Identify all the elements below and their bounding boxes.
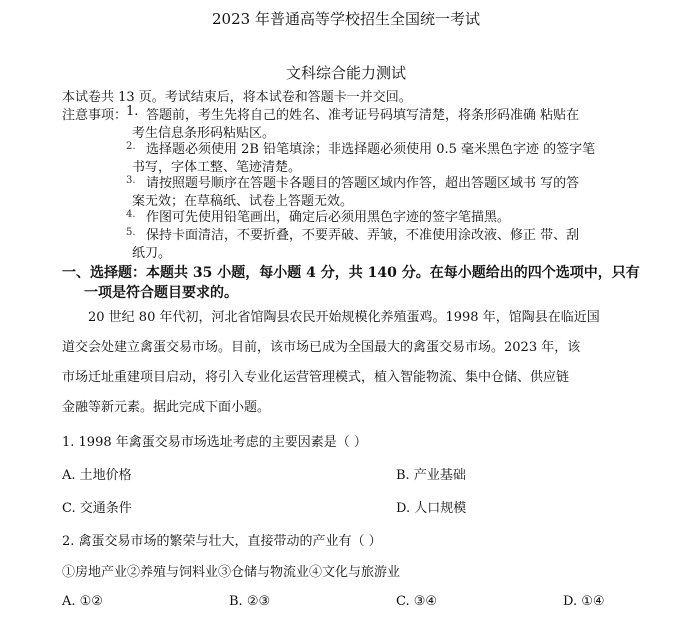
question-2-option-a: A. ①② [62, 594, 103, 609]
note-2-line2: 书写，字体工整、笔迹清楚。 [132, 160, 302, 175]
note-3-number: 3. [126, 175, 136, 186]
question-1-option-a: A. 土地价格 [62, 468, 132, 483]
question-2-stem: 2. 禽蛋交易市场的繁荣与壮大，直接带动的产业有（ ） [62, 534, 382, 549]
question-1-option-d: D. 人口规模 [396, 501, 467, 516]
section-heading-line1: 一、选择题：本题共 35 小题，每小题 4 分，共 140 分。在每小题给出的四个选项中，只有 [62, 265, 640, 281]
note-2-number: 2. [126, 141, 136, 152]
note-4-line1: 作图可先使用铅笔画出，确定后必须用黑色字迹的签字笔描黑。 [146, 210, 511, 225]
notes-label: 注意事项： [62, 108, 128, 123]
note-5-number: 5. [126, 227, 136, 238]
exam-title: 2023 年普通高等学校招生全国统一考试 [212, 10, 480, 28]
section-heading-line2: 一项是符合题目要求的。 [84, 285, 238, 301]
question-1-option-c: C. 交通条件 [62, 501, 132, 516]
question-2-items: ①房地产业②养殖与饲料业③仓储与物流业④文化与旅游业 [62, 565, 401, 580]
question-2-option-b: B. ②③ [229, 594, 271, 609]
passage-line-3: 市场迁址重建项目启动，将引入专业化运营管理模式，植入智能物流、集中仓储、供应链 [62, 370, 570, 385]
exam-intro: 本试卷共 13 页。考试结束后，将本试卷和答题卡一并交回。 [62, 90, 412, 105]
question-1-option-b: B. 产业基础 [396, 468, 466, 483]
note-4-number: 4. [126, 209, 136, 220]
note-1-number: 1. [126, 104, 139, 119]
note-2-line1: 选择题必须使用 2B 铅笔填涂；非选择题必须使用 0.5 毫米黑色字迹 的签字笔 [146, 142, 596, 157]
passage-line-2: 道交会处建立禽蛋交易市场。目前，该市场已成为全国最大的禽蛋交易市场。2023 年，该 [62, 340, 581, 355]
note-3-line2: 案无效；在草稿纸、试卷上答题无效。 [132, 194, 354, 209]
note-1-line1: 答题前，考生先将自己的姓名、准考证号码填写清楚，将条形码准确 粘贴在 [146, 108, 580, 123]
question-1-stem: 1. 1998 年禽蛋交易市场选址考虑的主要因素是（ ） [62, 435, 367, 450]
note-3-line1: 请按照题号顺序在答题卡各题目的答题区域内作答，超出答题区域书 写的答 [146, 176, 580, 191]
passage-line-4: 金融等新元素。据此完成下面小题。 [62, 400, 271, 415]
note-5-line1: 保持卡面清洁，不要折叠，不要弄破、弄皱，不准使用涂改液、修正 带、刮 [146, 228, 580, 243]
question-2-option-d: D. ①④ [563, 594, 605, 609]
exam-subtitle: 文科综合能力测试 [285, 64, 406, 82]
passage-line-1: 20 世纪 80 年代初，河北省馆陶县农民开始规模化养殖蛋鸡。1998 年，馆陶县在临近国 [88, 310, 600, 325]
note-1-line2: 考生信息条形码粘贴区。 [132, 126, 276, 141]
note-5-line2: 纸刀。 [132, 246, 172, 261]
question-2-option-c: C. ③④ [396, 594, 438, 609]
